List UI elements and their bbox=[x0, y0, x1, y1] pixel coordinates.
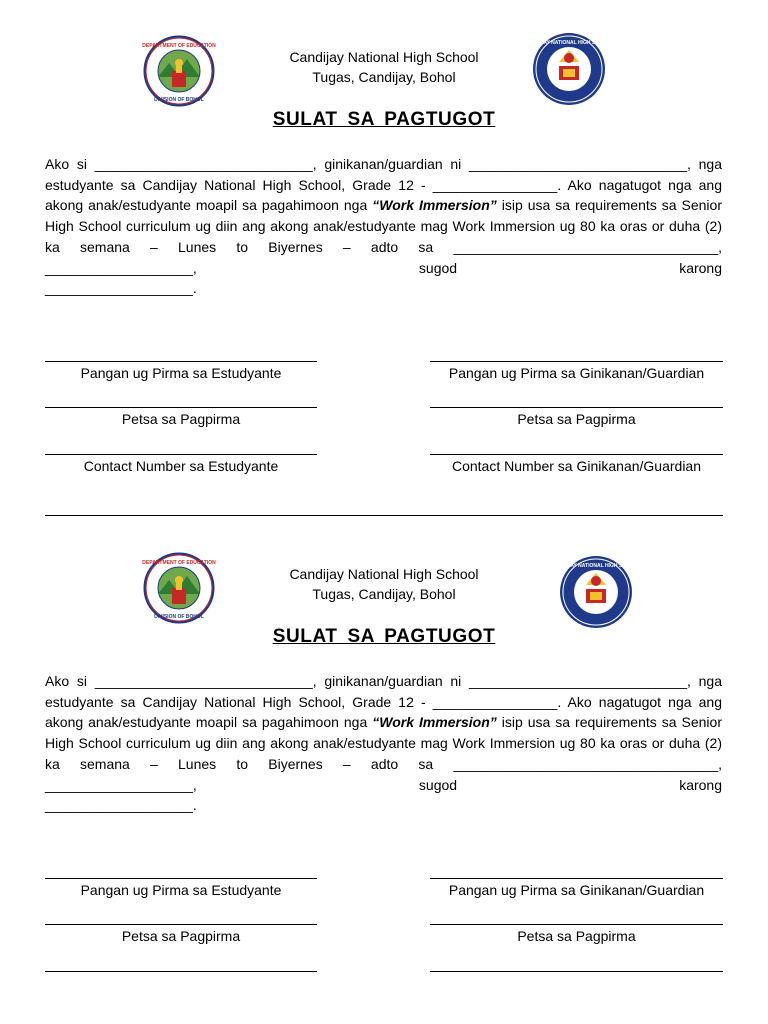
page-title: SULAT SA PAGTUGOT bbox=[272, 109, 496, 130]
signature-line bbox=[430, 878, 723, 879]
guardian-signature-label: Pangan ug Pirma sa Ginikanan/Guardian bbox=[448, 882, 705, 898]
svg-text:DIVISION OF BOHOL: DIVISION OF BOHOL bbox=[154, 97, 204, 103]
student-signature-field bbox=[45, 878, 317, 899]
svg-text:DEPARTMENT OF EDUCATION: DEPARTMENT OF EDUCATION bbox=[142, 43, 216, 49]
cnhs-seal-logo bbox=[524, 32, 614, 106]
signature-line bbox=[430, 407, 723, 408]
permission-slip-1 bbox=[0, 0, 768, 480]
signature-line bbox=[430, 971, 723, 972]
school-name: Candijay National High School bbox=[289, 566, 479, 582]
school-header bbox=[234, 47, 534, 87]
school-address: Tugas, Candijay, Bohol bbox=[312, 586, 456, 602]
svg-text:DIVISION OF BOHOL: DIVISION OF BOHOL bbox=[154, 614, 204, 620]
signature-line bbox=[45, 878, 317, 879]
school-name: Candijay National High School bbox=[289, 49, 479, 65]
guardian-date-label: Petsa sa Pagpirma bbox=[517, 928, 636, 944]
signature-line bbox=[430, 924, 723, 925]
consent-text-b: isip usa sa requirements sa Senior High School curriculum ug diin ang akong anak/estudyante mag Work Immersion ug 80 ka oras or duha (2) ka semana – Lunes to Biyernes – adto sa __________________________________, ___________________, sugod karong bbox=[45, 714, 722, 793]
svg-text:CANDIJAY NATIONAL HIGH SCHOOL: CANDIJAY NATIONAL HIGH SCHOOL bbox=[551, 563, 641, 569]
student-signature-label: Pangan ug Pirma sa Estudyante bbox=[80, 882, 282, 898]
permission-slip-2 bbox=[0, 517, 768, 997]
guardian-date-field bbox=[430, 924, 723, 945]
signature-line bbox=[45, 454, 317, 455]
student-contact-field bbox=[45, 971, 317, 972]
guardian-signature-field bbox=[430, 361, 723, 382]
signature-line bbox=[45, 924, 317, 925]
student-signature-label: Pangan ug Pirma sa Estudyante bbox=[80, 365, 282, 381]
deped-seal-logo bbox=[143, 552, 215, 624]
school-address: Tugas, Candijay, Bohol bbox=[312, 69, 456, 85]
page-title: SULAT SA PAGTUGOT bbox=[272, 626, 496, 647]
guardian-contact-field bbox=[430, 971, 723, 972]
guardian-signature-label: Pangan ug Pirma sa Ginikanan/Guardian bbox=[448, 365, 705, 381]
consent-text-a: Ako si ____________________________, ginikanan/guardian ni ____________________________, nga estudyante sa Candijay National High School, Grade 12 - ________________. Ako nagatugot nga ang akong anak/estudyante moapil sa pagahimoon nga bbox=[45, 673, 722, 731]
deped-seal-logo bbox=[143, 35, 215, 107]
signature-line bbox=[45, 971, 317, 972]
consent-text-a: Ako si ____________________________, ginikanan/guardian ni ____________________________, nga estudyante sa Candijay National High School, Grade 12 - ________________. Ako nagatugot nga ang akong anak/estudyante moapil sa pagahimoon nga bbox=[45, 156, 722, 214]
guardian-contact-label: Contact Number sa Ginikanan/Guardian bbox=[451, 458, 702, 474]
consent-text-b: isip usa sa requirements sa Senior High School curriculum ug diin ang akong anak/estudyante mag Work Immersion ug 80 ka oras or duha (2) ka semana – Lunes to Biyernes – adto sa __________________________________, ___________________, sugod karong bbox=[45, 197, 722, 276]
guardian-contact-field bbox=[430, 454, 723, 475]
student-date-field bbox=[45, 407, 317, 428]
signature-line bbox=[430, 454, 723, 455]
school-header bbox=[234, 564, 534, 604]
student-contact-label: Contact Number sa Estudyante bbox=[83, 458, 279, 474]
consent-text-end: ___________________. bbox=[45, 797, 197, 814]
student-contact-field bbox=[45, 454, 317, 475]
student-date-label: Petsa sa Pagpirma bbox=[121, 411, 241, 427]
signature-line bbox=[45, 361, 317, 362]
consent-paragraph bbox=[45, 671, 722, 816]
work-immersion-emphasis: “Work Immersion” bbox=[372, 197, 497, 214]
consent-text-end: ___________________. bbox=[45, 280, 197, 297]
student-date-field bbox=[45, 924, 317, 945]
signature-line bbox=[430, 361, 723, 362]
guardian-signature-field bbox=[430, 878, 723, 899]
consent-paragraph bbox=[45, 154, 722, 299]
work-immersion-emphasis: “Work Immersion” bbox=[372, 714, 497, 731]
guardian-date-label: Petsa sa Pagpirma bbox=[517, 411, 636, 427]
cut-line-divider bbox=[45, 515, 723, 516]
signature-line bbox=[45, 407, 317, 408]
student-date-label: Petsa sa Pagpirma bbox=[121, 928, 241, 944]
guardian-date-field bbox=[430, 407, 723, 428]
svg-text:CANDIJAY NATIONAL HIGH SCHOOL: CANDIJAY NATIONAL HIGH SCHOOL bbox=[524, 40, 614, 46]
cnhs-seal-logo bbox=[551, 555, 641, 629]
student-signature-field bbox=[45, 361, 317, 382]
svg-text:DEPARTMENT OF EDUCATION: DEPARTMENT OF EDUCATION bbox=[142, 560, 216, 566]
